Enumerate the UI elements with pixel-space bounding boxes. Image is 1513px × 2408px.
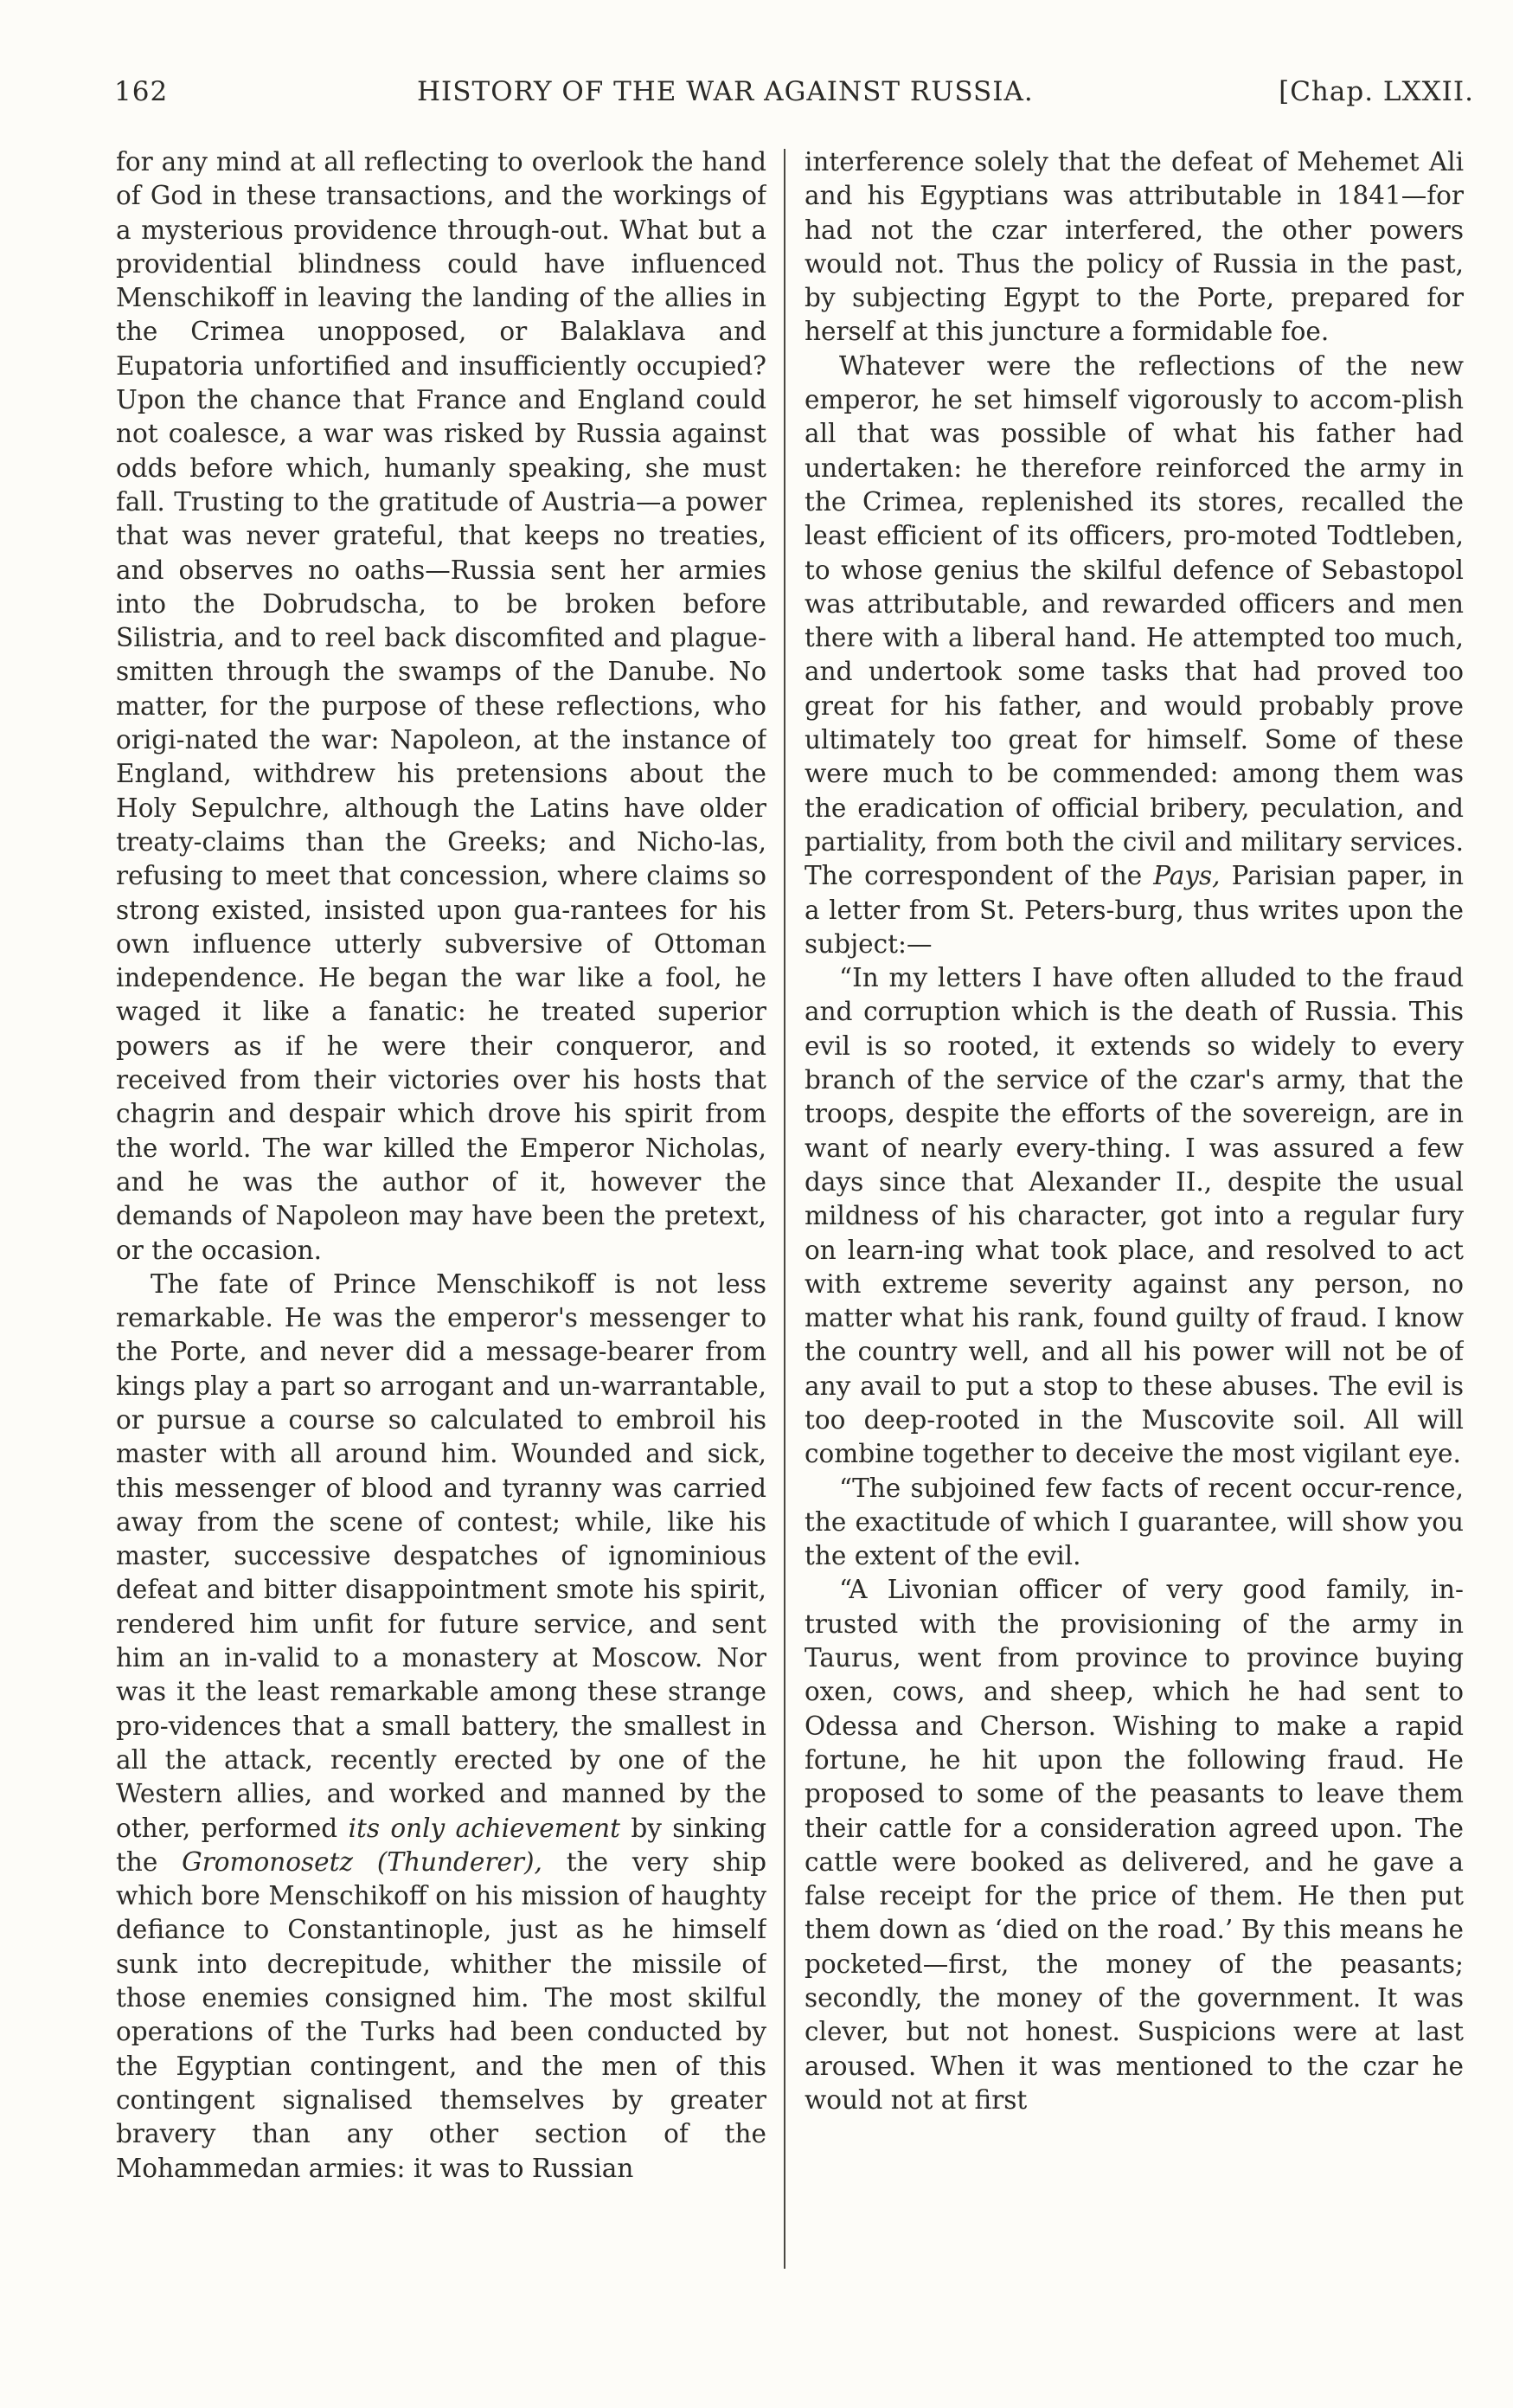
- quoted-paragraph: “The subjoined few facts of recent occur-rence, the exactitude of which I guarantee, will show you the extent of the evil.: [805, 1473, 1464, 1571]
- paragraph: interference solely that the defeat of Mehemet Ali and his Egyptians was attributable in 1841—for had not the czar interfered, the other powers would not. Thus the policy of Russia in the past, by subjecting Egypt to the Porte, prepared for herself at this juncture a formidable foe.: [805, 147, 1464, 347]
- quoted-paragraph: “In my letters I have often alluded to the fraud and corruption which is the death of Russia. This evil is so rooted, it extends so widely to every branch of the service of the czar's army, that the troops, despite the efforts of the sovereign, are in want of nearly every-thing. I was assured a few days since that Alexander II., despite the usual mildness of his character, got into a regular fury on learn-ing what took place, and resolved to act with extreme severity against any person, no matter what his rank, found guilty of fraud. I know the country well, and all his power will not be of any avail to put a stop to these abuses. The evil is too deep-rooted in the Muscovite soil. All will combine together to deceive the most vigilant eye.: [805, 963, 1464, 1469]
- running-header: [114, 74, 1474, 126]
- ship-name: Gromonosetz (Thunderer),: [182, 1846, 542, 1877]
- paragraph: [116, 1268, 766, 2186]
- paragraph-text: by sinking the: [116, 1813, 766, 1877]
- newspaper-name: Pays,: [1153, 861, 1221, 891]
- page-number: 162: [114, 76, 169, 107]
- paragraph-text: The fate of Prince Menschikoff is not less remarkable. He was the emperor's messenger to the Porte, and never did a message-bearer from kings play a part so arrogant and un-warrantable, or pursue a course so calculated to embroil his master with all around him. Wounded and sick, this messenger of blood and tyranny was carried away from the scene of contest; while, like his master, successive despatches of ignominious defeat and bitter disappointment smote his spirit, rendered him unfit for future service, and sent him an in-valid to a monastery at Moscow. Nor was it the least remarkable among these strange pro-vidences that a small battery, the smallest in all the attack, recently erected by one of the Western allies, and worked and manned by the other, performed: [116, 1268, 766, 1843]
- column-divider: [784, 149, 785, 2269]
- paragraph-text: the very ship which bore Menschikoff on his mission of haughty defiance to Constantinople, just as he himself sunk into decrepitude, whither the missile of those enemies consigned him. The most skilful operations of the Turks had been conducted by the Egyptian contingent, and the men of this contingent signalised themselves by greater bravery than any other section of the Mohammedan armies: it was to Russian: [116, 1846, 766, 2183]
- paragraph-text: Parisian paper, in a letter from St. Peters-burg, thus writes upon the subject:—: [805, 861, 1464, 959]
- paragraph: [805, 350, 1464, 961]
- right-column: [805, 145, 1464, 2291]
- paragraph-text: Whatever were the reflections of the new emperor, he set himself vigorously to accom-plish all that was possible of what his father had undertaken: he therefore reinforced the army in the Crimea, replenished its stores, recalled the least efficient of its officers, pro-moted Todtleben, to whose genius the skilful defence of Sebastopol was attributable, and rewarded officers and men there with a liberal hand. He attempted too much, and undertook some tasks that had proved too great for his father, and would probably prove ultimately too great for himself. Some of these were much to be commended: among them was the eradication of official bribery, peculation, and partiality, from both the civil and military services. The correspondent of the: [805, 350, 1464, 891]
- italic-phrase: its only achievement: [348, 1813, 620, 1843]
- running-title: HISTORY OF THE WAR AGAINST RUSSIA.: [417, 76, 1034, 107]
- paragraph: for any mind at all reflecting to overlook the hand of God in these transactions, and the workings of a mysterious providence through-out. What but a providential blindness could have influenced Menschikoff in leaving the landing of the allies in the Crimea unopposed, or Balaklava and Eupatoria unfortified and insufficiently occupied? Upon the chance that France and England could not coalesce, a war was risked by Russia against odds before which, humanly speaking, she must fall. Trusting to the gratitude of Austria—a power that was never grateful, that keeps no treaties, and observes no oaths—Russia sent her armies into the Dobrudscha, to be broken before Silistria, and to reel back discomfited and plague-smitten through the swamps of the Danube. No matter, for the purpose of these reflections, who origi-nated the war: Napoleon, at the instance of England, withdrew his pretensions about the Holy Sepulchre, although the Latins have older treaty-claims than the Greeks; and Nicho-las, refusing to meet that concession, where claims so strong existed, insisted upon gua-rantees for his own influence utterly subversive of Ottoman independence. He began the war like a fool, he waged it like a fanatic: he treated superior powers as if he were their conqueror, and received from their victories over his hosts that chagrin and despair which drove his spirit from the world. The war killed the Emperor Nicholas, and he was the author of it, however the demands of Napoleon may have been the pretext, or the occasion.: [116, 147, 766, 1265]
- quoted-paragraph: “A Livonian officer of very good family, in-trusted with the provisioning of the army in Taurus, went from province to province buying oxen, cows, and sheep, which he had sent to Odessa and Cherson. Wishing to make a rapid fortune, he hit upon the following fraud. He proposed to some of the peasants to leave them their cattle for a consideration agreed upon. The cattle were booked as delivered, and he gave a false receipt for the price of them. He then put them down as ‘died on the road.’ By this means he pocketed—first, the money of the peasants; secondly, the money of the government. It was clever, but not honest. Suspicions were at last aroused. When it was mentioned to the czar he would not at first: [805, 1575, 1464, 2115]
- chapter-label: [Chap. LXXII.: [1279, 76, 1474, 107]
- left-column: [116, 145, 766, 2291]
